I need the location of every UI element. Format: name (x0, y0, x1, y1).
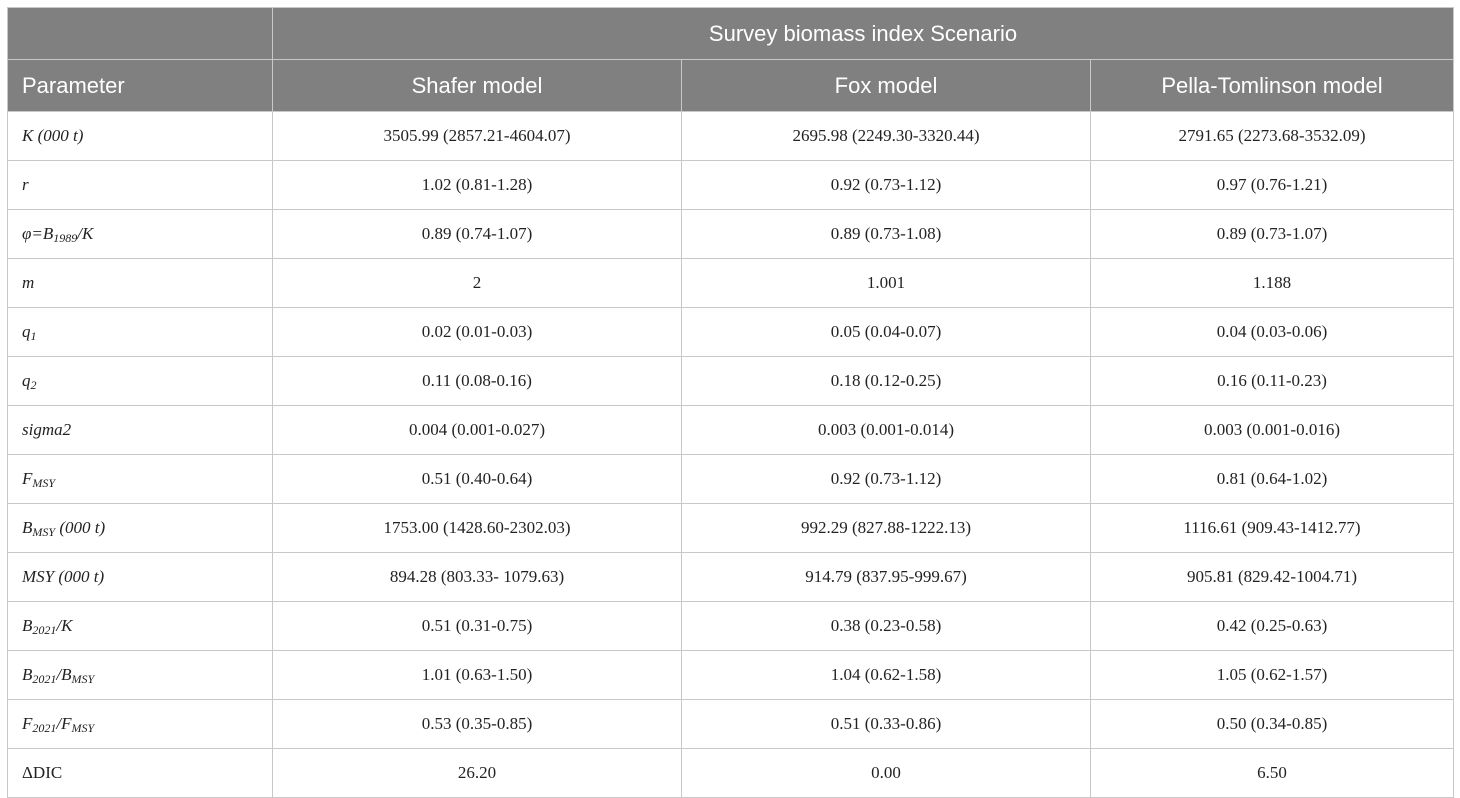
shafer-value-cell: 894.28 (803.33- 1079.63) (273, 553, 682, 602)
fox-value-cell: 1.001 (682, 259, 1091, 308)
parameter-cell (8, 553, 273, 602)
parameter-symbol: F (22, 714, 33, 733)
pella-value-cell: 0.003 (0.001-0.016) (1091, 406, 1454, 455)
fox-value-cell: 914.79 (837.95-999.67) (682, 553, 1091, 602)
parameter-suffix: (000 t) (54, 567, 105, 586)
table-row (8, 700, 1454, 749)
shafer-value-cell: 0.004 (0.001-0.027) (273, 406, 682, 455)
fox-value-cell: 0.92 (0.73-1.12) (682, 161, 1091, 210)
scenario-group-header: Survey biomass index Scenario (273, 8, 1454, 60)
parameter-cell (8, 602, 273, 651)
parameter-symbol: B (22, 518, 33, 537)
parameter-suffix: /K (56, 616, 73, 635)
parameter-symbol: F (22, 469, 33, 488)
fox-value-cell: 2695.98 (2249.30-3320.44) (682, 112, 1091, 161)
fox-value-cell: 0.92 (0.73-1.12) (682, 455, 1091, 504)
pella-value-cell: 1.05 (0.62-1.57) (1091, 651, 1454, 700)
shafer-value-cell: 2 (273, 259, 682, 308)
parameter-subscript: MSY (32, 525, 56, 539)
parameter-cell (8, 504, 273, 553)
table-row (8, 455, 1454, 504)
parameter-subscript: 2021 (32, 623, 57, 637)
parameter-symbol: ΔDIC (22, 763, 63, 782)
pella-value-cell: 0.97 (0.76-1.21) (1091, 161, 1454, 210)
pella-value-cell: 0.50 (0.34-0.85) (1091, 700, 1454, 749)
table-row (8, 749, 1454, 798)
shafer-value-cell: 0.89 (0.74-1.07) (273, 210, 682, 259)
pella-value-cell: 0.42 (0.25-0.63) (1091, 602, 1454, 651)
fox-value-cell: 0.18 (0.12-0.25) (682, 357, 1091, 406)
parameter-cell (8, 406, 273, 455)
parameter-cell (8, 700, 273, 749)
pella-value-cell: 1116.61 (909.43-1412.77) (1091, 504, 1454, 553)
table-row (8, 259, 1454, 308)
pella-value-cell: 0.16 (0.11-0.23) (1091, 357, 1454, 406)
pella-value-cell: 1.188 (1091, 259, 1454, 308)
shafer-value-cell: 1753.00 (1428.60-2302.03) (273, 504, 682, 553)
header-blank-cell (8, 8, 273, 60)
shafer-value-cell: 26.20 (273, 749, 682, 798)
shafer-value-cell: 0.51 (0.40-0.64) (273, 455, 682, 504)
fox-value-cell: 0.51 (0.33-0.86) (682, 700, 1091, 749)
parameter-subscript: 2021 (32, 672, 57, 686)
fox-value-cell: 1.04 (0.62-1.58) (682, 651, 1091, 700)
parameter-subscript: MSY (71, 721, 95, 735)
parameter-cell (8, 161, 273, 210)
parameter-cell (8, 455, 273, 504)
parameter-table (7, 7, 1454, 798)
pella-value-cell: 905.81 (829.42-1004.71) (1091, 553, 1454, 602)
table-row (8, 504, 1454, 553)
parameter-subscript: 2 (30, 378, 37, 392)
parameter-symbol: B (22, 665, 33, 684)
parameter-cell (8, 259, 273, 308)
table-row (8, 112, 1454, 161)
fox-value-cell: 0.003 (0.001-0.014) (682, 406, 1091, 455)
parameter-symbol: B (22, 616, 33, 635)
parameter-symbol: m (22, 273, 35, 292)
table-row (8, 406, 1454, 455)
parameter-symbol: φ=B (22, 224, 54, 243)
parameter-cell (8, 210, 273, 259)
shafer-value-cell: 1.01 (0.63-1.50) (273, 651, 682, 700)
shafer-value-cell: 0.51 (0.31-0.75) (273, 602, 682, 651)
pella-value-cell: 0.81 (0.64-1.02) (1091, 455, 1454, 504)
parameter-cell (8, 112, 273, 161)
table-row (8, 161, 1454, 210)
pella-value-cell: 6.50 (1091, 749, 1454, 798)
parameter-symbol: MSY (22, 567, 55, 586)
parameter-subscript: MSY (71, 672, 95, 686)
shafer-value-cell: 1.02 (0.81-1.28) (273, 161, 682, 210)
parameter-suffix: /K (77, 224, 94, 243)
parameter-symbol: q (22, 322, 31, 341)
fox-value-cell: 992.29 (827.88-1222.13) (682, 504, 1091, 553)
parameter-subscript: MSY (32, 476, 56, 490)
column-header-fox: Fox model (682, 60, 1091, 112)
column-header-parameter: Parameter (8, 60, 273, 112)
parameter-symbol: K (22, 126, 34, 145)
fox-value-cell: 0.89 (0.73-1.08) (682, 210, 1091, 259)
parameter-symbol: sigma2 (22, 420, 72, 439)
column-header-shafer: Shafer model (273, 60, 682, 112)
table-row (8, 651, 1454, 700)
table-body (8, 112, 1454, 798)
table-row (8, 210, 1454, 259)
parameter-cell (8, 308, 273, 357)
fox-value-cell: 0.05 (0.04-0.07) (682, 308, 1091, 357)
column-header-pella: Pella-Tomlinson model (1091, 60, 1454, 112)
parameter-suffix: /B (56, 665, 72, 684)
parameter-subscript: 2021 (32, 721, 57, 735)
parameter-cell (8, 749, 273, 798)
shafer-value-cell: 0.53 (0.35-0.85) (273, 700, 682, 749)
parameter-suffix: (000 t) (55, 518, 106, 537)
fox-value-cell: 0.38 (0.23-0.58) (682, 602, 1091, 651)
pella-value-cell: 2791.65 (2273.68-3532.09) (1091, 112, 1454, 161)
table-row (8, 308, 1454, 357)
parameter-subscript: 1 (30, 329, 37, 343)
pella-value-cell: 0.89 (0.73-1.07) (1091, 210, 1454, 259)
parameter-subscript: 1989 (53, 231, 78, 245)
shafer-value-cell: 0.02 (0.01-0.03) (273, 308, 682, 357)
fox-value-cell: 0.00 (682, 749, 1091, 798)
pella-value-cell: 0.04 (0.03-0.06) (1091, 308, 1454, 357)
parameter-cell (8, 357, 273, 406)
parameter-suffix: (000 t) (33, 126, 84, 145)
parameter-symbol: r (22, 175, 29, 194)
parameter-cell (8, 651, 273, 700)
shafer-value-cell: 0.11 (0.08-0.16) (273, 357, 682, 406)
parameter-suffix: /F (56, 714, 72, 733)
parameter-symbol: q (22, 371, 31, 390)
table-row (8, 553, 1454, 602)
table-row (8, 357, 1454, 406)
table-row (8, 602, 1454, 651)
shafer-value-cell: 3505.99 (2857.21-4604.07) (273, 112, 682, 161)
